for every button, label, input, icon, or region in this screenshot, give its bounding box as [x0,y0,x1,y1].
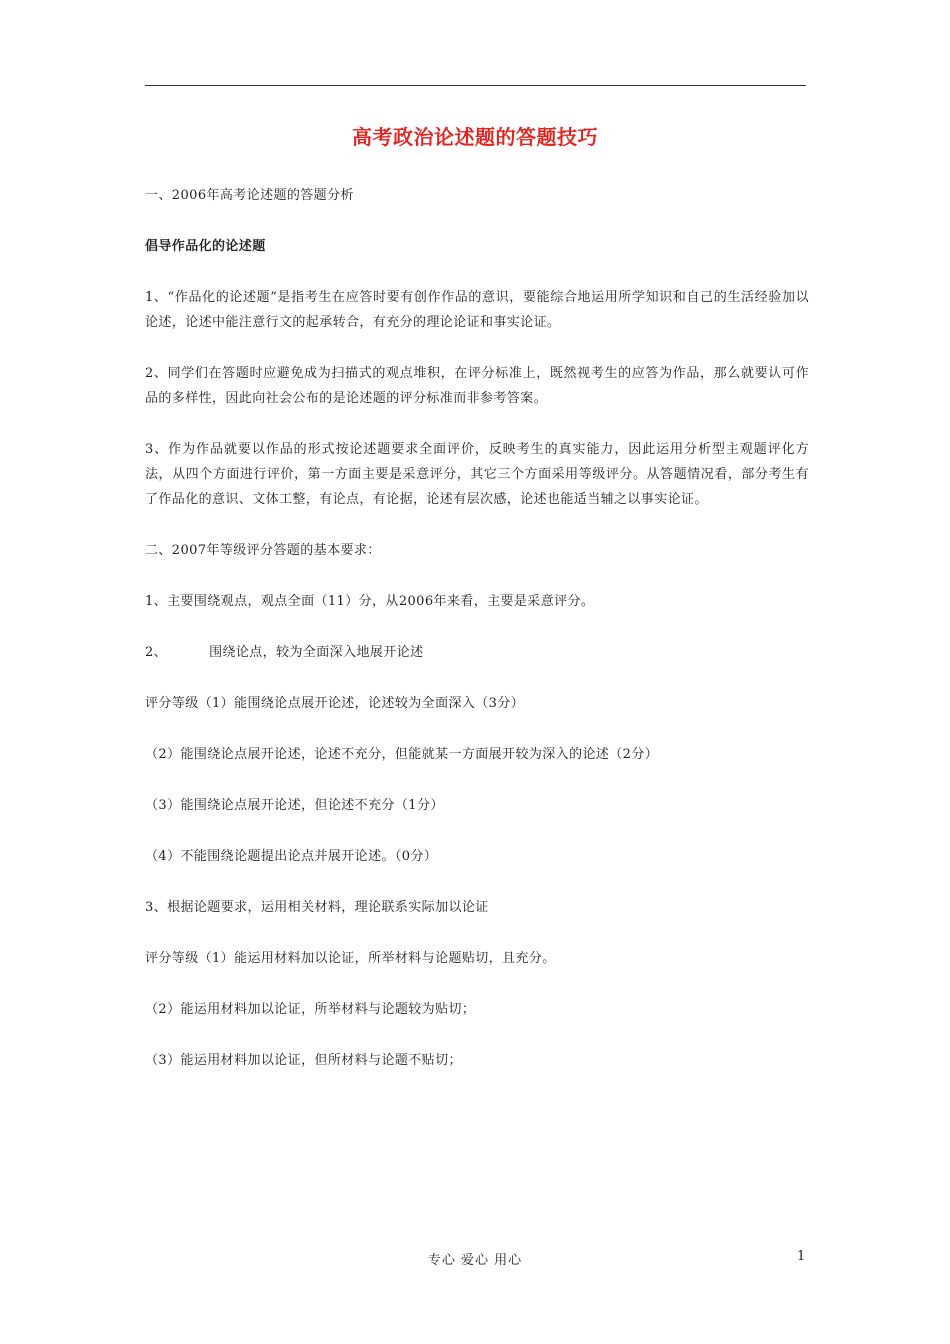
requirement-3: 3、根据论题要求，运用相关材料，理论联系实际加以论证 [145,900,489,915]
grade-item: （4）不能围绕论题提出论点并展开论述。（0分） [145,849,438,864]
grade-item: （2）能围绕论点展开论述，论述不充分，但能就某一方面展开较为深入的论述（2分） [145,747,659,762]
section-heading-2: 二、2007年等级评分答题的基本要求： [145,543,381,558]
requirement-2-number: 2、 [145,645,168,660]
grade-item: 评分等级（1）能运用材料加以论证，所举材料与论题贴切，且充分。 [145,951,556,966]
grade-item: 评分等级（1）能围绕论点展开论述，论述较为全面深入（3分） [145,696,525,711]
grade-item: （3）能运用材料加以论证，但所材料与论题不贴切； [145,1053,462,1068]
grade-item: （2）能运用材料加以论证，所举材料与论题较为贴切； [145,1002,476,1017]
requirement-2-text: 围绕论点，较为全面深入地展开论述 [209,645,424,660]
requirement-2 [145,640,809,665]
document-title: 高考政治论述题的答题技巧 [352,125,598,149]
document-body [145,183,809,1099]
header-rule [145,85,806,86]
paragraph-3: 3、作为作品就要以作品的形式按论述题要求全面评价，反映考生的真实能力，因此运用分析型主观题评化方法，从四个方面进行评价，第一方面主要是采意评分，其它三个方面采用等级评分。从答题情况看，部分考生有了作品化的意识、文体工整，有论点，有论据，论述有层次感，论述也能适当辅之以事实论证。 [145,442,809,507]
grade-item: （3）能围绕论点展开论述，但论述不充分（1分） [145,798,444,813]
section-heading-1: 一、2006年高考论述题的答题分析 [145,188,354,203]
page-number: 1 [797,1249,806,1264]
footer-slogan: 专心 爱心 用心 [427,1253,523,1268]
subheading: 倡导作品化的论述题 [145,239,266,254]
paragraph-1: 1、“作品化的论述题”是指考生在应答时要有创作作品的意识，要能综合地运用所学知识和自己的生活经验加以论述，论述中能注意行文的起承转合，有充分的理论论证和事实论证。 [145,290,809,330]
requirement-1: 1、主要围绕观点，观点全面（11）分，从2006年来看，主要是采意评分。 [145,594,595,609]
paragraph-2: 2、同学们在答题时应避免成为扫描式的观点堆积，在评分标准上，既然视考生的应答为作品，那么就要认可作品的多样性，因此向社会公布的是论述题的评分标准而非参考答案。 [145,366,809,406]
